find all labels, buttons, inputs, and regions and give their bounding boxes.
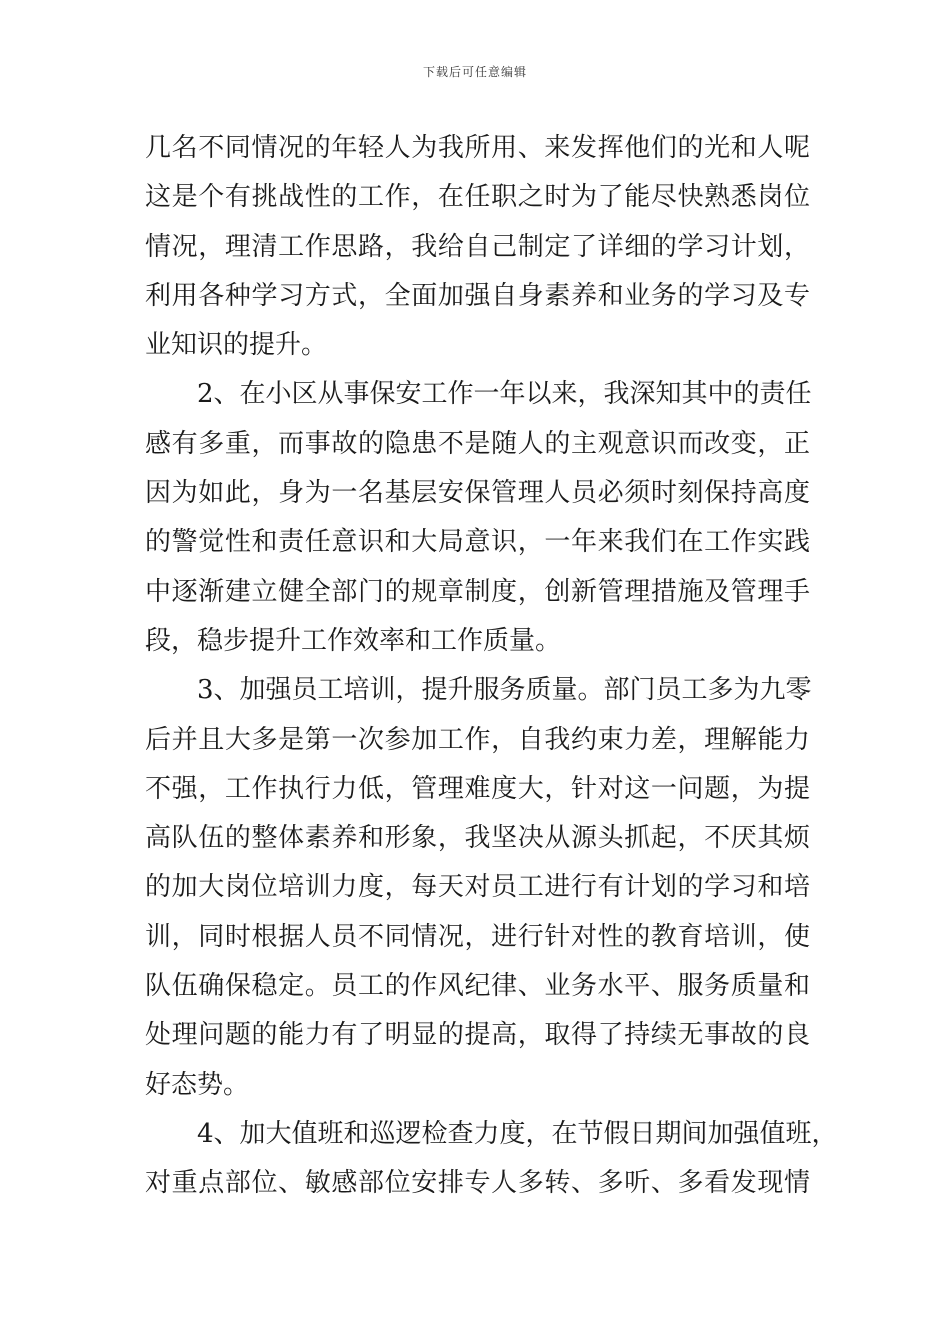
text-line: 因为如此，身为一名基层安保管理人员必须时刻保持高度 — [145, 478, 810, 509]
text-line: 的加大岗位培训力度，每天对员工进行有计划的学习和培 — [145, 872, 810, 903]
text-line: 高队伍的整体素养和形象，我坚决从源头抓起，不厌其烦 — [145, 823, 810, 854]
text-line: 好态势。 — [145, 1069, 250, 1100]
text-line: 段，稳步提升工作效率和工作质量。 — [145, 625, 562, 656]
text-line: 中逐渐建立健全部门的规章制度，创新管理措施及管理手 — [145, 576, 810, 607]
text-line: 利用各种学习方式，全面加强自身素养和业务的学习及专 — [145, 280, 810, 311]
text-line: 不强，工作执行力低，管理难度大，针对这一问题，为提 — [145, 773, 810, 804]
text-line: 对重点部位、敏感部位安排专人多转、多听、多看发现情 — [145, 1168, 810, 1199]
text-line: 4、加大值班和巡逻检查力度，在节假日期间加强值班， — [197, 1118, 838, 1149]
text-line: 的警觉性和责任意识和大局意识，一年来我们在工作实践 — [145, 527, 810, 558]
text-line: 处理问题的能力有了明显的提高，取得了持续无事故的良 — [145, 1020, 810, 1051]
text-line: 这是个有挑战性的工作，在任职之时为了能尽快熟悉岗位 — [145, 182, 810, 213]
text-line: 后并且大多是第一次参加工作，自我约束力差，理解能力 — [145, 724, 810, 755]
text-line: 几名不同情况的年轻人为我所用、来发挥他们的光和人呢 — [145, 133, 810, 163]
text-line: 业知识的提升。 — [145, 330, 328, 361]
page-header: 下载后可任意编辑 — [422, 65, 527, 79]
text-line: 情况，理清工作思路，我给自己制定了详细的学习计划， — [145, 231, 810, 262]
text-line: 训，同时根据人员不同情况，进行针对性的教育培训，使 — [145, 921, 810, 952]
text-line: 队伍确保稳定。员工的作风纪律、业务水平、服务质量和 — [145, 971, 810, 1002]
text-line: 3、加强员工培训，提升服务质量。部门员工多为九零 — [197, 675, 812, 706]
document-body — [145, 124, 838, 1209]
text-line: 感有多重，而事故的隐患不是随人的主观意识而改变，正 — [145, 428, 810, 459]
text-line: 2、在小区从事保安工作一年以来，我深知其中的责任 — [197, 379, 812, 410]
